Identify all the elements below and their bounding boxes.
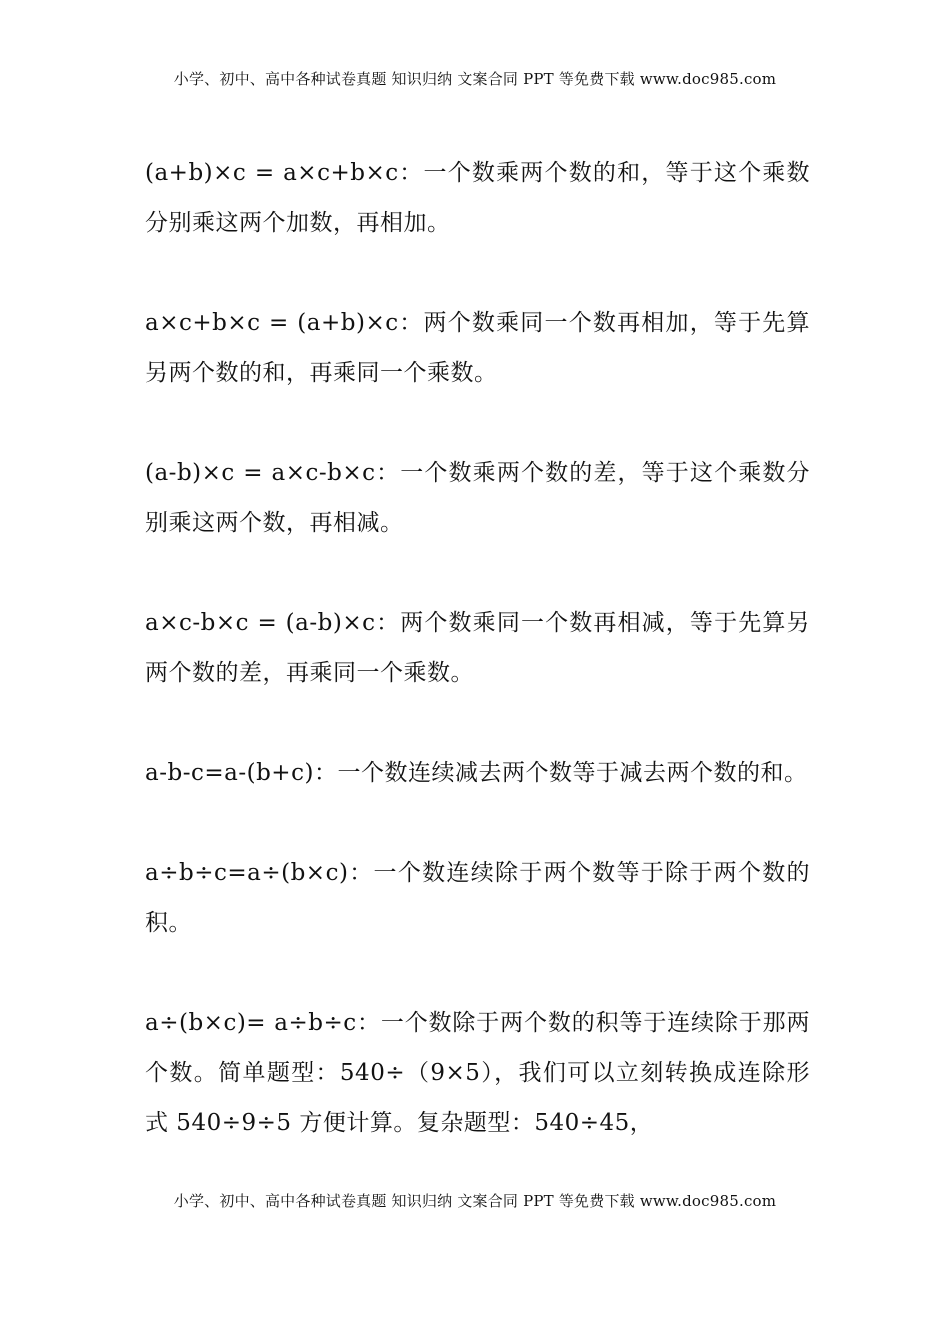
- paragraph-division-by-product: a÷(b×c)= a÷b÷c：一个数除于两个数的积等于连续除于那两个数。简单题型：540÷（9×5），我们可以立刻转换成连除形式 540÷9÷5 方便计算。复杂题型：540÷45，: [145, 1010, 810, 1136]
- paragraph-factor-sum: a×c+b×c = (a+b)×c：两个数乘同一个数再相加，等于先算另两个数的和，再乘同一个乘数。: [145, 310, 810, 386]
- paragraph-distributive-sum: (a+b)×c = a×c+b×c：一个数乘两个数的和，等于这个乘数分别乘这两个加数，再相加。: [145, 160, 810, 236]
- paragraph-consecutive-division: a÷b÷c=a÷(b×c)：一个数连续除于两个数等于除于两个数的积。: [145, 860, 810, 936]
- page-header: 小学、初中、高中各种试卷真题 知识归纳 文案合同 PPT 等免费下载 www.doc985.com: [173, 70, 777, 88]
- paragraph-factor-difference: a×c-b×c = (a-b)×c：两个数乘同一个数再相减，等于先算另两个数的差，再乘同一个乘数。: [145, 610, 810, 686]
- paragraph-distributive-difference: (a-b)×c = a×c-b×c：一个数乘两个数的差，等于这个乘数分别乘这两个数，再相减。: [145, 460, 810, 536]
- document-body: [145, 148, 810, 1148]
- page-footer: 小学、初中、高中各种试卷真题 知识归纳 文案合同 PPT 等免费下载 www.doc985.com: [173, 1192, 777, 1210]
- paragraph-consecutive-subtraction: a-b-c=a-(b+c)：一个数连续减去两个数等于减去两个数的和。: [145, 760, 808, 786]
